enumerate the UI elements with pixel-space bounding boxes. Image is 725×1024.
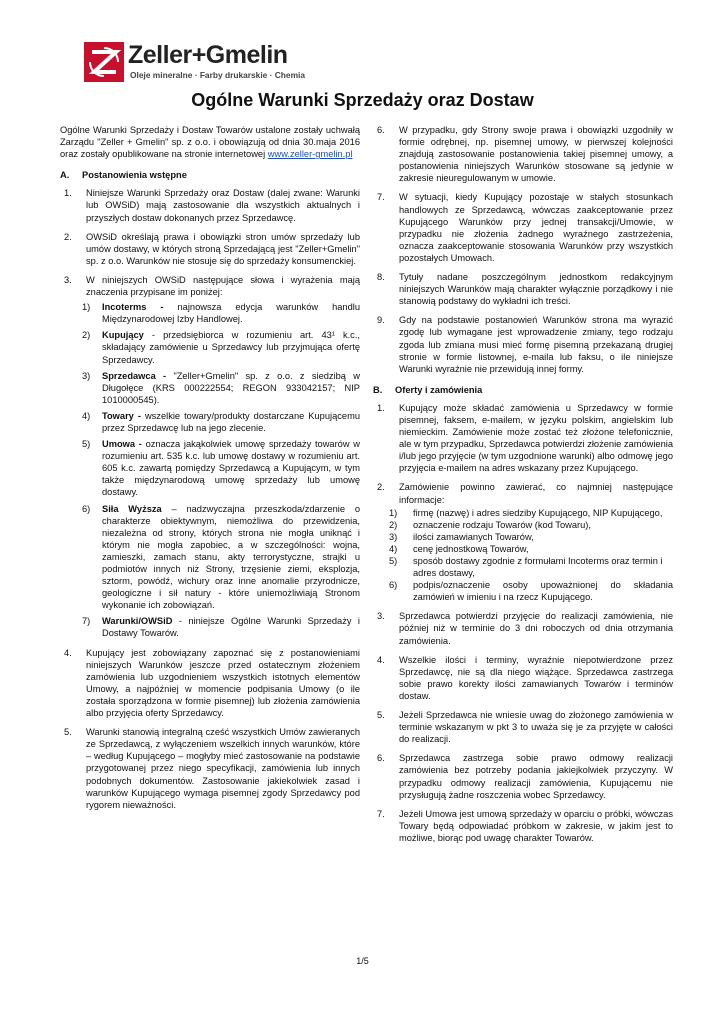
item-number: 1): [389, 507, 398, 518]
item-number: 9.: [377, 315, 385, 326]
logo-mark-icon: [84, 42, 124, 82]
list-item: [60, 647, 360, 720]
list-item: [373, 271, 673, 307]
website-link[interactable]: www.zeller-gmelin.pl: [267, 149, 353, 160]
item-number: 7): [82, 616, 91, 627]
item-text: Sprzedawca potwierdzi przyjęcie do realizacji zamówienia, nie później niż w terminie do 3 dni roboczych od dnia otrzymania zamówienia.: [399, 611, 673, 646]
ordered-sub-item: [373, 507, 673, 519]
list-item: [60, 274, 360, 298]
definition-term: Warunki/OWSiD: [102, 616, 173, 627]
item-text: Warunki stanowią integralną cześć wszystkich Umów zawieranych ze Sprzedawcą, z wyłączeniem wszelkich innych warunków, które – według Kupującego – mogłyby mieć zastosowanie na podstawie przygotowanej przez niego specyfikacji, zamówienia lub innych podobnych dokumentów. Zastosowanie jakiekolwiek zasad i warunków Kupującego wymaga pisemnej zgody Sprzedawcy pod rygorem nieważności.: [86, 727, 360, 810]
item-number: 7.: [377, 192, 385, 203]
item-number: 4.: [377, 654, 385, 665]
list-item: [373, 481, 673, 505]
list-item: [373, 752, 673, 800]
item-number: 2): [82, 330, 91, 341]
item-text: oznaczenie rodzaju Towarów (kod Towaru),: [413, 519, 591, 530]
section-letter: B.: [373, 384, 383, 395]
item-text: cenę jednostkową Towarów,: [413, 543, 529, 554]
item-text: OWSiD określają prawa i obowiązki stron umów sprzedaży lub umów dostawy, w których stroną Sprzedającą jest "Zeller+Gmelin" sp. z o.o. Warunków nie stosuje się do sprzedaży konsumenckiej.: [86, 231, 360, 266]
item-text: W przypadku, gdy Strony swoje prawa i obowiązki uzgodniły w formie odrębnej, np. pisemnej umowy, w pierwszej kolejności znajdują zastosowanie postanowienia takiej pisemnej umowy, a postanowienia niniejszych Warunków stosowane są jedynie w zakresie nieuregulowanym w umowie.: [399, 125, 673, 184]
item-number: 1.: [64, 188, 72, 199]
definition-text: - przedsiębiorca w rozumieniu art. 43¹ k.c., składający zamówienie u Sprzedawcy lub przyjmująca ofertę Sprzedawcy.: [102, 330, 360, 365]
list-item: [373, 709, 673, 745]
item-number: 8.: [377, 272, 385, 283]
logo-tagline: Oleje mineralne · Farby drukarskie · Chemia: [130, 70, 306, 80]
definition-item: [60, 410, 360, 434]
item-text: Gdy na podstawie postanowień Warunków strona ma wyrazić zgodę lub wymagane jest wprowadzenie zmiany, tego rodzaju zgoda lub zmiana musi mieć formę pisemną przekazaną drugiej stronie w formie listownej, e-maila lub faksu, o ile niniejsze Warunki wyraźnie nie przewidują innej formy.: [399, 315, 673, 374]
item-number: 2): [389, 519, 398, 530]
definition-term: Towary -: [102, 410, 141, 421]
item-text: Kupujący może składać zamówienia u Sprzedawcy w formie pisemnej, faksem, e-mailem, w języku polskim, angielskim lub niemieckim. Zamówienie może zostać też złożone telefonicznie, ale w tym przypadku, Sprzedawca potwierdzi złożenie zamówienia i/lub jego przyjęcie (w tym uzgodnione warunki) albo odmowę jego przyjęcia e-mailem na adres wskazany przez Kupującego.: [399, 402, 673, 474]
item-number: 5): [82, 439, 91, 450]
list-item: [373, 314, 673, 374]
intro-paragraph: [60, 124, 360, 160]
item-text: Jeżeli Umowa jest umową sprzedaży w oparciu o próbki, wówczas Towary będą odpowiadać próbkom w zakresie, w jakim jest to możliwe, biorąc pod uwagę charakter Towarów.: [399, 808, 673, 843]
definition-text: wszelkie towary/produkty dostarczane Kupującemu przez Sprzedawcę lub na jego zlecenie.: [102, 410, 360, 433]
section-b-heading: [373, 384, 673, 396]
item-number: 3): [389, 531, 398, 542]
definition-item: [60, 503, 360, 612]
company-logo: [84, 42, 324, 84]
item-text: W sytuacji, kiedy Kupujący pozostaje w stałych stosunkach handlowych ze Sprzedawcą, wówczas zaakceptowanie przez Kupującego Warunków przy jednej transakcji/Umowie, w przypadku nie złożenia żadnego wyraźnego zastrzeżenia, oznacza zaakceptowanie stosowania Warunków przy wszystkich pozostałych Umowach.: [399, 192, 673, 263]
item-number: 4): [82, 410, 91, 421]
list-item: [60, 187, 360, 223]
item-text: ilości zamawianych Towarów,: [413, 531, 534, 542]
item-text: sposób dostawy zgodnie z formułami Incoterms oraz termin i adres dostawy,: [413, 556, 663, 579]
left-column: [60, 124, 360, 818]
item-text: Wszelkie ilości i terminy, wyraźnie niepotwierdzone przez Sprzedawcę, nie są dla niego wiążące. Sprzedawca zastrzega sobie prawo korekty ilości zamawianych Towarów i terminów dostaw.: [399, 654, 673, 701]
item-number: 1): [82, 302, 91, 313]
item-number: 5): [389, 556, 398, 566]
item-number: 6): [389, 580, 398, 591]
ordered-sub-item: [373, 579, 673, 603]
item-number: 1.: [377, 402, 385, 413]
definition-text: oznacza jakąkolwiek umowę sprzedaży towarów w rozumieniu art. 535 k.c. lub umowę dostawy w rozumieniu art. 605 k.c. zawartą pomiędzy Sprzedawcą a Kupującym, w tym także międzynarodową umowę sprzedaży lub umowę dostawy.: [102, 439, 360, 498]
item-text: firmę (nazwę) i adres siedziby Kupującego, NIP Kupującego,: [413, 507, 663, 518]
item-number: 5.: [64, 727, 72, 738]
definition-text: najnowsza edycja warunków handlu Międzynarodowej Izby Handlowej.: [102, 302, 360, 325]
item-text: Tytuły nadane poszczególnym jednostkom redakcyjnym niniejszych Warunków mają charakter wyłącznie porządkowy i nie stanowią podstawy do wykładni ich treści.: [399, 272, 673, 307]
list-item: [60, 726, 360, 811]
list-item: [373, 654, 673, 702]
document-title: Ogólne Warunki Sprzedaży oraz Dostaw: [191, 90, 534, 110]
item-number: 5.: [377, 710, 385, 721]
item-number: 6.: [377, 753, 385, 764]
list-item: [60, 231, 360, 267]
list-item: [373, 610, 673, 646]
section-title: Postanowienia wstępne: [82, 170, 187, 181]
logo-name: Zeller+Gmelin: [128, 41, 288, 69]
ordered-sub-item: [373, 543, 673, 555]
list-item: [373, 191, 673, 264]
definition-term: Sprzedawca -: [102, 370, 167, 381]
item-text: Zamówienie powinno zawierać, co najmniej następujące informacje:: [399, 482, 673, 505]
intro-text: Ogólne Warunki Sprzedaży i Dostaw Towarów ustalone zostały uchwałą Zarządu "Zeller + Gmelin" sp. z o.o. i obowiązują od dnia 30.maja 2016 oraz zostały opublikowane na stronie internetowej: [60, 125, 360, 160]
definition-item: [60, 438, 360, 498]
list-item: [373, 124, 673, 184]
item-text: podpis/oznaczenie osoby upoważnionej do składania zamówień w imieniu i na rzecz Kupującego.: [413, 580, 673, 603]
definition-term: Umowa -: [102, 439, 142, 450]
item-number: 2.: [64, 231, 72, 242]
definition-term: Incoterms -: [102, 302, 164, 313]
list-item: [373, 402, 673, 475]
page-number: 1/5: [356, 956, 369, 966]
definition-text: "Zeller+Gmelin" sp. z o.o. z siedzibą w Długołęce (KRS 000222554; REGON 933042157; NIP 1010000545).: [102, 370, 360, 405]
item-text: Niniejsze Warunki Sprzedaży oraz Dostaw (dalej zwane: Warunki lub OWSiD) mają zastosowanie dla wszystkich aktualnych i przyszłych dostaw dokonanych przez Sprzedawcę.: [86, 188, 360, 223]
section-a-heading: [60, 169, 360, 181]
item-number: 3): [82, 370, 91, 381]
section-letter: A.: [60, 170, 70, 181]
ordered-sub-item: [373, 531, 673, 543]
definition-text: - niniejsze Ogólne Warunki Sprzedaży i Dostawy Towarów.: [102, 616, 360, 639]
definition-text: – nadzwyczajna przeszkoda/zdarzenie o charakterze obiektywnym, niemożliwa do przewidzenia, niezależna od strony, których strona nie mogła uniknąć i którym nie mogła zapobiec, a w szczególności: wojna, zamieszki, zamach stanu, akty terrorystyczne, strajki u podmiotów innych niż Strony, trzęsienie ziemi, eksplozja, sztorm, powódź, wichury oraz inne anomalie przyrodnicze, geologiczne i sił natury - które uniemożliwiają Stronom wykonanie ich zobowiązań.: [102, 503, 360, 611]
definition-term: Siła Wyższa: [102, 503, 162, 514]
definition-item: [60, 301, 360, 325]
list-item: [373, 808, 673, 844]
definition-item: [60, 329, 360, 365]
ordered-sub-item: [373, 555, 673, 579]
item-text: Sprzedawca zastrzega sobie prawo odmowy realizacji zamówienia bez potrzeby podania jakiejkolwiek przyczyny. W przypadku odmowy realizacji zamówienia, Kupującemu nie przysługują żadne roszczenia wobec Sprzedawcy.: [399, 753, 673, 800]
item-number: 4): [389, 543, 398, 554]
item-number: 3.: [377, 611, 385, 622]
definition-item: [60, 615, 360, 639]
ordered-sub-item: [373, 519, 673, 531]
item-number: 3.: [64, 274, 72, 285]
item-number: 6): [82, 503, 91, 514]
item-number: 4.: [64, 647, 72, 658]
item-text: W niniejszych OWSiD następujące słowa i wyrażenia mają znaczenia przypisane im poniżej:: [86, 274, 360, 298]
item-text: Kupujący jest zobowiązany zapoznać się z postanowieniami niniejszych Warunków jeszcze przed ostatecznym złożeniem zamówienia lub uzgodnieniem wszystkich istotnych elementów Umowy, a najpóźniej w momencie podpisania Umowy (o ile została sporządzona w formie pisemnej) lub złożenia zamówienia albo przyjęcia oferty Sprzedawcy.: [86, 647, 360, 719]
item-text: Jeżeli Sprzedawca nie wniesie uwag do złożonego zamówienia w terminie wskazanym w pkt 3 to uważa się je za przyjęte w całości do realizacji.: [399, 710, 673, 745]
definition-term: Kupujący: [102, 330, 144, 341]
right-column: [373, 124, 673, 851]
item-number: 2.: [377, 482, 385, 493]
definition-item: [60, 370, 360, 406]
item-number: 7.: [377, 808, 385, 819]
item-number: 6.: [377, 125, 385, 135]
section-title: Oferty i zamówienia: [395, 384, 483, 395]
